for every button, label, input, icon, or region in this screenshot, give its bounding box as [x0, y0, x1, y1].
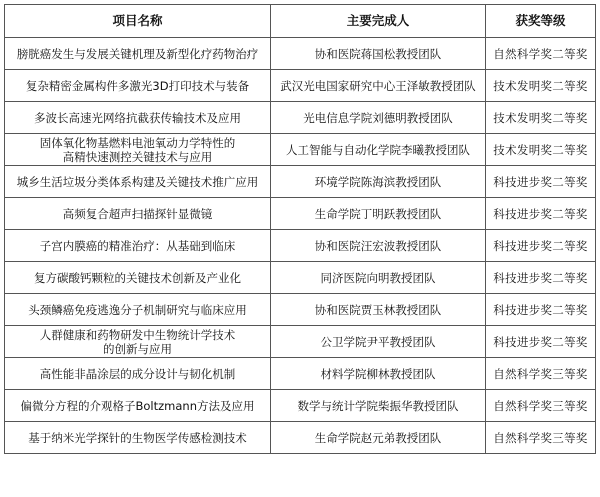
- header-row: [5, 5, 596, 38]
- table-row: [5, 390, 596, 422]
- cell-project-name: 头颈鳞癌免疫逃逸分子机制研究与临床应用: [5, 294, 271, 326]
- cell-award-level: 自然科学奖二等奖: [486, 38, 596, 70]
- cell-project-name: 高频复合超声扫描探针显微镜: [5, 198, 271, 230]
- table-row: [5, 134, 596, 166]
- cell-project-name: 基于纳米光学探针的生物医学传感检测技术: [5, 422, 271, 454]
- cell-main-team: 同济医院向明教授团队: [271, 262, 486, 294]
- header-main-team: 主要完成人: [271, 5, 486, 38]
- table-row: [5, 230, 596, 262]
- cell-award-level: 科技进步奖二等奖: [486, 262, 596, 294]
- cell-main-team: 数学与统计学院柴振华教授团队: [271, 390, 486, 422]
- cell-main-team: 光电信息学院刘德明教授团队: [271, 102, 486, 134]
- cell-award-level: 科技进步奖二等奖: [486, 166, 596, 198]
- table-row: [5, 70, 596, 102]
- cell-award-level: 科技进步奖二等奖: [486, 230, 596, 262]
- cell-main-team: 公卫学院尹平教授团队: [271, 326, 486, 358]
- cell-project-name: 膀胱癌发生与发展关键机理及新型化疗药物治疗: [5, 38, 271, 70]
- table-row: [5, 262, 596, 294]
- cell-award-level: 自然科学奖三等奖: [486, 390, 596, 422]
- cell-main-team: 材料学院柳林教授团队: [271, 358, 486, 390]
- cell-award-level: 技术发明奖二等奖: [486, 102, 596, 134]
- cell-award-level: 自然科学奖三等奖: [486, 358, 596, 390]
- cell-project-name: 复方碳酸钙颗粒的关键技术创新及产业化: [5, 262, 271, 294]
- cell-award-level: 科技进步奖二等奖: [486, 326, 596, 358]
- cell-project-name: 城乡生活垃圾分类体系构建及关键技术推广应用: [5, 166, 271, 198]
- cell-award-level: 科技进步奖二等奖: [486, 198, 596, 230]
- cell-main-team: 协和医院汪宏波教授团队: [271, 230, 486, 262]
- table-row: [5, 294, 596, 326]
- cell-project-name: 人群健康和药物研发中生物统计学技术 的创新与应用: [5, 326, 271, 358]
- table-row: [5, 358, 596, 390]
- cell-project-name: 子宫内膜癌的精准治疗：从基础到临床: [5, 230, 271, 262]
- cell-award-level: 自然科学奖三等奖: [486, 422, 596, 454]
- cell-award-level: 技术发明奖二等奖: [486, 134, 596, 166]
- award-table: [4, 4, 596, 454]
- cell-main-team: 生命学院赵元弟教授团队: [271, 422, 486, 454]
- table-row: [5, 198, 596, 230]
- cell-main-team: 协和医院蒋国松教授团队: [271, 38, 486, 70]
- table-header: [5, 5, 596, 38]
- header-award-level: 获奖等级: [486, 5, 596, 38]
- cell-main-team: 环境学院陈海滨教授团队: [271, 166, 486, 198]
- cell-project-name: 复杂精密金属构件多激光3D打印技术与装备: [5, 70, 271, 102]
- cell-award-level: 科技进步奖二等奖: [486, 294, 596, 326]
- cell-main-team: 生命学院丁明跃教授团队: [271, 198, 486, 230]
- table-row: [5, 102, 596, 134]
- cell-project-name: 高性能非晶涂层的成分设计与韧化机制: [5, 358, 271, 390]
- cell-project-name: 偏微分方程的介观格子Boltzmann方法及应用: [5, 390, 271, 422]
- table-row: [5, 422, 596, 454]
- cell-project-name: 多波长高速光网络抗截获传输技术及应用: [5, 102, 271, 134]
- cell-award-level: 技术发明奖二等奖: [486, 70, 596, 102]
- header-project-name: 项目名称: [5, 5, 271, 38]
- table-row: [5, 326, 596, 358]
- cell-main-team: 协和医院贾玉林教授团队: [271, 294, 486, 326]
- table-row: [5, 38, 596, 70]
- table-row: [5, 166, 596, 198]
- cell-main-team: 人工智能与自动化学院李曦教授团队: [271, 134, 486, 166]
- cell-project-name: 固体氧化物基燃料电池氧动力学特性的 高精快速测控关键技术与应用: [5, 134, 271, 166]
- cell-main-team: 武汉光电国家研究中心王泽敏教授团队: [271, 70, 486, 102]
- table-body: [5, 38, 596, 454]
